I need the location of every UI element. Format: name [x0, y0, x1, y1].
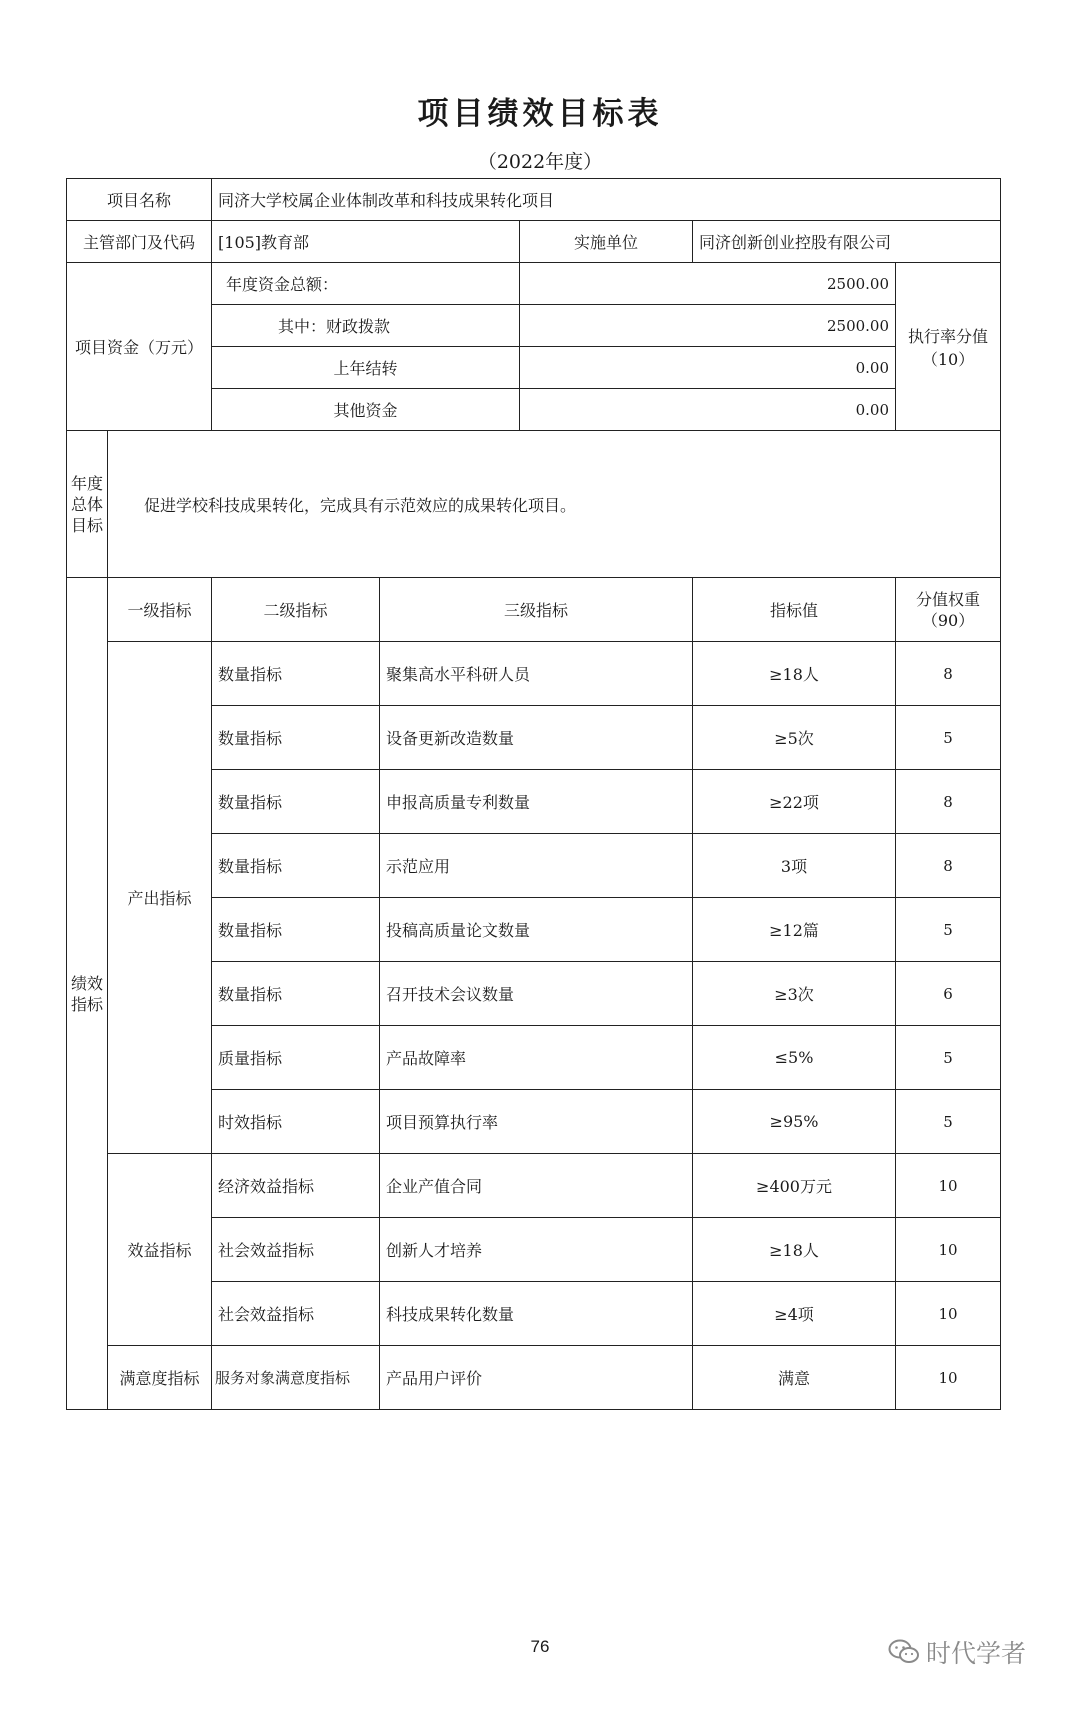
header-level3: 三级指标 — [380, 578, 693, 642]
weight-cell: 6 — [896, 962, 1001, 1026]
header-level1: 一级指标 — [108, 578, 212, 642]
level3-cell: 产品用户评价 — [380, 1346, 693, 1410]
level2-cell: 经济效益指标 — [212, 1154, 380, 1218]
page-title: 项目绩效目标表 — [417, 96, 663, 132]
value-cell: ≥3次 — [693, 962, 896, 1026]
funds-carry-label: 上年结转 — [212, 347, 520, 389]
page-number: 76 — [530, 1637, 550, 1656]
department-value: [105]教育部 — [212, 221, 520, 263]
funds-fiscal-label: 其中：财政拨款 — [212, 305, 520, 347]
annual-goal-label-line: 总体 — [70, 494, 103, 514]
level2-cell: 数量指标 — [212, 770, 380, 834]
level3-cell: 申报高质量专利数量 — [380, 770, 693, 834]
level3-cell: 示范应用 — [380, 834, 693, 898]
watermark — [888, 1636, 1068, 1668]
level2-cell: 数量指标 — [212, 834, 380, 898]
funds-label: 项目资金（万元） — [67, 263, 212, 431]
level2-cell: 质量指标 — [212, 1026, 380, 1090]
level3-cell: 项目预算执行率 — [380, 1090, 693, 1154]
header-weight-line: （90） — [921, 610, 975, 630]
table-row — [67, 1346, 1001, 1410]
annual-goal-label-line: 目标 — [70, 515, 103, 535]
level2-cell: 社会效益指标 — [212, 1218, 380, 1282]
project-name-label: 项目名称 — [67, 179, 212, 221]
header-value: 指标值 — [693, 578, 896, 642]
wechat-icon — [888, 1639, 920, 1665]
level3-cell: 科技成果转化数量 — [380, 1282, 693, 1346]
funds-other-label: 其他资金 — [212, 389, 520, 431]
indicator-header-row — [67, 578, 1001, 642]
funds-fiscal-value: 2500.00 — [520, 305, 896, 347]
execution-rate-cell — [896, 263, 1001, 431]
value-cell: ≥5次 — [693, 706, 896, 770]
value-cell: ≥22项 — [693, 770, 896, 834]
funds-total-row — [67, 263, 1001, 305]
level3-cell: 聚集高水平科研人员 — [380, 642, 693, 706]
weight-cell: 10 — [896, 1154, 1001, 1218]
weight-cell: 5 — [896, 706, 1001, 770]
department-row — [67, 221, 1001, 263]
funds-total-value: 2500.00 — [520, 263, 896, 305]
funds-total-label: 年度资金总额： — [212, 263, 520, 305]
weight-cell: 5 — [896, 898, 1001, 962]
level2-cell: 服务对象满意度指标 — [212, 1346, 380, 1410]
level2-cell: 社会效益指标 — [212, 1282, 380, 1346]
level3-cell: 设备更新改造数量 — [380, 706, 693, 770]
execution-rate-label: 执行率分值 — [908, 326, 989, 346]
weight-cell: 10 — [896, 1218, 1001, 1282]
table-row — [67, 1154, 1001, 1218]
level2-cell: 数量指标 — [212, 962, 380, 1026]
project-name-row — [67, 179, 1001, 221]
performance-indicators-label — [67, 578, 108, 1410]
value-cell: ≤5% — [693, 1026, 896, 1090]
implementing-unit-label: 实施单位 — [520, 221, 693, 263]
weight-cell: 5 — [896, 1026, 1001, 1090]
value-cell: ≥4项 — [693, 1282, 896, 1346]
level1-output: 产出指标 — [108, 642, 212, 1154]
level2-cell: 数量指标 — [212, 642, 380, 706]
year-subtitle: （2022年度） — [477, 151, 603, 173]
level3-cell: 召开技术会议数量 — [380, 962, 693, 1026]
department-label: 主管部门及代码 — [67, 221, 212, 263]
performance-indicators-label-line: 绩效 — [70, 973, 103, 993]
level3-cell: 创新人才培养 — [380, 1218, 693, 1282]
weight-cell: 8 — [896, 642, 1001, 706]
weight-cell: 5 — [896, 1090, 1001, 1154]
value-cell: ≥18人 — [693, 642, 896, 706]
weight-cell: 8 — [896, 770, 1001, 834]
value-cell: ≥400万元 — [693, 1154, 896, 1218]
execution-rate-score: （10） — [921, 349, 975, 369]
level2-cell: 数量指标 — [212, 706, 380, 770]
level3-cell: 投稿高质量论文数量 — [380, 898, 693, 962]
weight-cell: 10 — [896, 1282, 1001, 1346]
level1-satisfaction: 满意度指标 — [108, 1346, 212, 1410]
annual-goal-row — [67, 431, 1001, 578]
header-weight-line: 分值权重 — [916, 589, 981, 609]
value-cell: ≥95% — [693, 1090, 896, 1154]
project-name-value: 同济大学校属企业体制改革和科技成果转化项目 — [212, 179, 1001, 221]
weight-cell: 10 — [896, 1346, 1001, 1410]
value-cell: 3项 — [693, 834, 896, 898]
level2-cell: 时效指标 — [212, 1090, 380, 1154]
performance-table — [66, 178, 1001, 1410]
funds-carry-value: 0.00 — [520, 347, 896, 389]
header-weight — [896, 578, 1001, 642]
value-cell: ≥18人 — [693, 1218, 896, 1282]
value-cell: ≥12篇 — [693, 898, 896, 962]
funds-other-value: 0.00 — [520, 389, 896, 431]
implementing-unit-value: 同济创新创业控股有限公司 — [693, 221, 1001, 263]
table-row — [67, 642, 1001, 706]
annual-goal-label — [67, 431, 108, 578]
header-level2: 二级指标 — [212, 578, 380, 642]
level3-cell: 企业产值合同 — [380, 1154, 693, 1218]
level2-cell: 数量指标 — [212, 898, 380, 962]
weight-cell: 8 — [896, 834, 1001, 898]
performance-indicators-label-line: 指标 — [70, 994, 103, 1014]
annual-goal-label-line: 年度 — [70, 473, 103, 493]
level3-cell: 产品故障率 — [380, 1026, 693, 1090]
level1-benefit: 效益指标 — [108, 1154, 212, 1346]
value-cell: 满意 — [693, 1346, 896, 1410]
watermark-text: 时代学者 — [926, 1639, 1027, 1668]
annual-goal-text: 促进学校科技成果转化，完成具有示范效应的成果转化项目。 — [108, 431, 1001, 578]
